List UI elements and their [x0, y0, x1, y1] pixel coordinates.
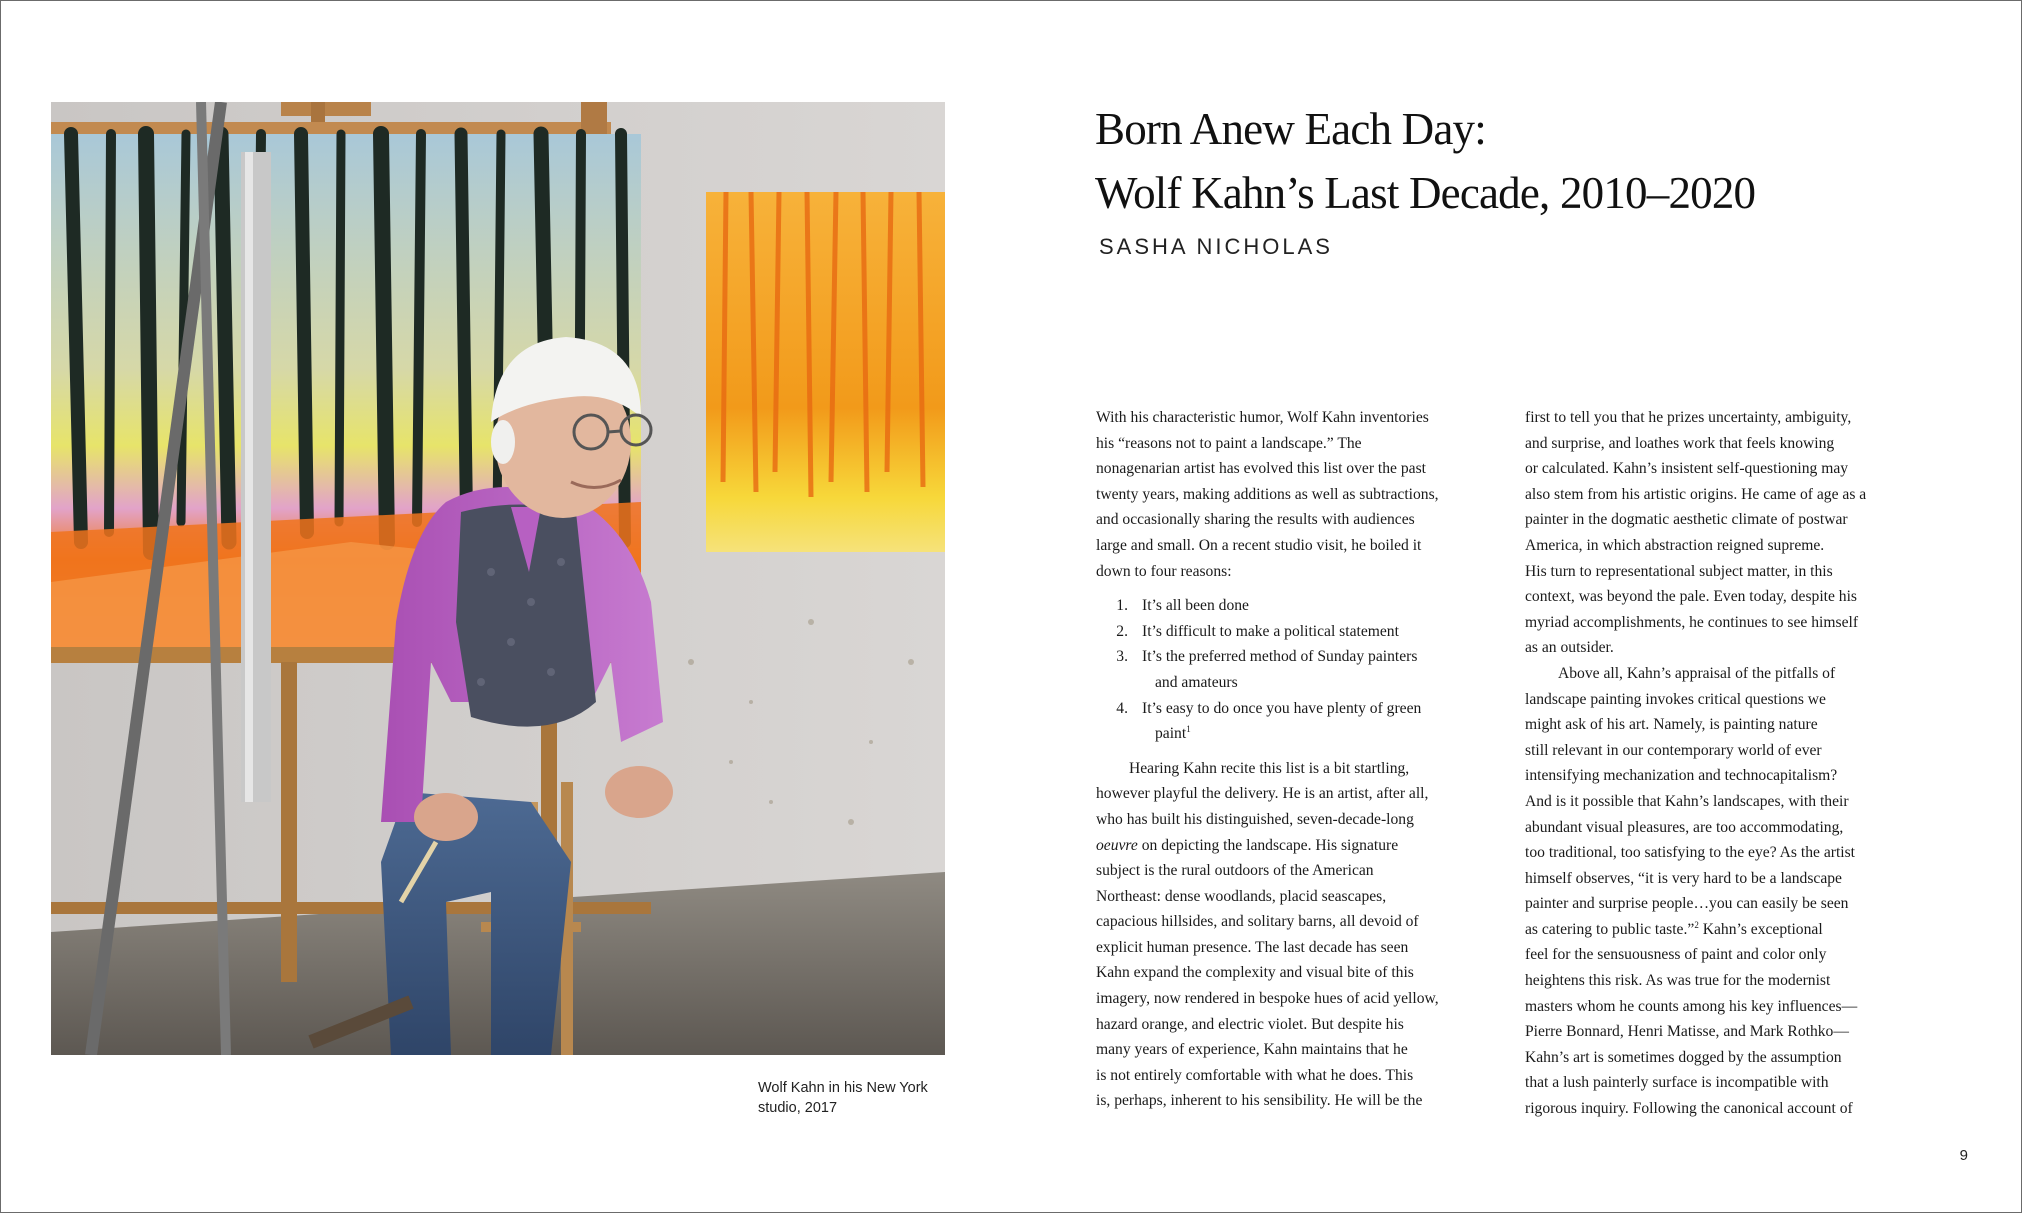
- text-line: capacious hillsides, and solitary barns, all devoid of: [1096, 913, 1419, 931]
- text-line: many years of experience, Kahn maintains that he: [1096, 1041, 1408, 1059]
- text-line: myriad accomplishments, he continues to see himself: [1525, 613, 1859, 631]
- text-line: Northeast: dense woodlands, placid seascapes,: [1096, 887, 1387, 905]
- footnote-marker: 2: [1694, 919, 1699, 930]
- text-line: Pierre Bonnard, Henri Matisse, and Mark Rothko—: [1525, 1023, 1849, 1041]
- italic-word: oeuvre: [1096, 836, 1138, 854]
- footnote-marker: 1: [1186, 724, 1191, 735]
- text-line: heightens this risk. As was true for the modernist: [1525, 972, 1831, 990]
- list-item-continuation: [1096, 721, 1501, 747]
- text-line: nonagenarian artist has evolved this list over the past: [1096, 460, 1426, 478]
- text-line: masters whom he counts among his key influences—: [1525, 997, 1858, 1015]
- text-fragment: as catering to public taste.”: [1525, 920, 1695, 938]
- list-item-continuation: and amateurs: [1155, 673, 1238, 691]
- third-paragraph: [1525, 661, 1933, 1122]
- text-line: down to four reasons:: [1096, 562, 1232, 580]
- list-item: [1096, 696, 1501, 722]
- text-line: abundant visual pleasures, are too accommodating,: [1525, 818, 1844, 836]
- list-number: 1.: [1116, 597, 1128, 615]
- text-line: that a lush painterly surface is incompatible with: [1525, 1074, 1829, 1092]
- list-number: 4.: [1116, 699, 1128, 717]
- photo-caption: [758, 1078, 958, 1118]
- text-line: explicit human presence. The last decade has seen: [1096, 938, 1409, 956]
- caption-line-2: studio, 2017: [758, 1100, 838, 1116]
- text-line: himself observes, “it is very hard to be a landscape: [1525, 869, 1842, 887]
- text-line: twenty years, making additions as well as subtractions,: [1096, 485, 1439, 503]
- text-line: and surprise, and loathes work that feels knowing: [1525, 434, 1835, 452]
- text-line: his “reasons not to paint a landscape.” The: [1096, 434, 1362, 452]
- text-line: imagery, now rendered in bespoke hues of acid yellow,: [1096, 990, 1439, 1008]
- list-text: It’s difficult to make a political statement: [1142, 622, 1399, 640]
- text-line: His turn to representational subject matter, in this: [1525, 562, 1833, 580]
- page-number: 9: [1959, 1147, 1968, 1164]
- chapter-title: [1095, 97, 1755, 225]
- text-line: too traditional, too satisfying to the eye? As the artist: [1525, 844, 1856, 862]
- list-item: [1096, 619, 1501, 645]
- text-line: who has built his distinguished, seven-decade-long: [1096, 810, 1414, 828]
- continued-paragraph: [1525, 405, 1933, 661]
- text-line: context, was beyond the pale. Even today, despite his: [1525, 588, 1857, 606]
- caption-line-1: Wolf Kahn in his New York: [758, 1080, 928, 1096]
- text-line: America, in which abstraction reigned supreme.: [1525, 536, 1825, 554]
- list-text: It’s all been done: [1142, 597, 1249, 615]
- text-line: And is it possible that Kahn’s landscapes, with their: [1525, 792, 1849, 810]
- text-line: and occasionally sharing the results with audiences: [1096, 511, 1415, 529]
- studio-photo-illustration: [51, 102, 945, 1055]
- text-line: subject is the rural outdoors of the American: [1096, 862, 1374, 880]
- title-line-1: Born Anew Each Day:: [1095, 104, 1486, 154]
- text-line: Hearing Kahn recite this list is a bit startling,: [1129, 759, 1410, 777]
- text-line: [1096, 833, 1501, 859]
- text-line: Kahn expand the complexity and visual bite of this: [1096, 964, 1414, 982]
- reasons-list: [1096, 593, 1501, 747]
- list-text: paint: [1155, 725, 1187, 743]
- text-line: painter in the dogmatic aesthetic climate of postwar: [1525, 511, 1848, 529]
- text-line: painter and surprise people…you can easily be seen: [1525, 895, 1849, 913]
- text-column-right: [1525, 405, 1933, 1122]
- text-line: Above all, Kahn’s appraisal of the pitfalls of: [1558, 664, 1836, 682]
- text-line: however playful the delivery. He is an artist, after all,: [1096, 785, 1429, 803]
- text-line: hazard orange, and electric violet. But despite his: [1096, 1015, 1404, 1033]
- text-line: large and small. On a recent studio visit, he boiled it: [1096, 536, 1422, 554]
- list-text: It’s easy to do once you have plenty of green: [1142, 699, 1422, 717]
- text-line: landscape painting invokes critical questions we: [1525, 690, 1826, 708]
- text-line: is, perhaps, inherent to his sensibility. He will be the: [1096, 1092, 1423, 1110]
- list-number: 2.: [1116, 622, 1128, 640]
- list-number: 3.: [1116, 648, 1128, 666]
- text-line: Kahn’s art is sometimes dogged by the assumption: [1525, 1048, 1842, 1066]
- text-line: as an outsider.: [1525, 639, 1614, 657]
- text-fragment: Kahn’s exceptional: [1698, 920, 1823, 938]
- intro-paragraph: [1096, 405, 1501, 584]
- text-line: still relevant in our contemporary world of ever: [1525, 741, 1822, 759]
- title-line-2: Wolf Kahn’s Last Decade, 2010–2020: [1095, 168, 1756, 218]
- text-line: is not entirely comfortable with what he does. This: [1096, 1066, 1414, 1084]
- text-line: [1525, 917, 1933, 943]
- author-name: SASHA NICHOLAS: [1099, 234, 1333, 259]
- text-line: might ask of his art. Namely, is painting nature: [1525, 716, 1818, 734]
- list-item: [1096, 644, 1501, 670]
- text-fragment: on depicting the landscape. His signature: [1137, 836, 1399, 854]
- list-item: [1096, 593, 1501, 619]
- text-line: or calculated. Kahn’s insistent self-questioning may: [1525, 460, 1849, 478]
- text-line: With his characteristic humor, Wolf Kahn inventories: [1096, 409, 1429, 426]
- text-line: intensifying mechanization and technocapitalism?: [1525, 767, 1838, 785]
- text-line: first to tell you that he prizes uncertainty, ambiguity,: [1525, 409, 1852, 426]
- second-paragraph: [1096, 756, 1501, 1114]
- text-line: feel for the sensuousness of paint and color only: [1525, 946, 1827, 964]
- text-line: rigorous inquiry. Following the canonical account of: [1525, 1100, 1853, 1118]
- text-column-left: [1096, 405, 1501, 1114]
- artist-studio-photo: [51, 102, 945, 1055]
- list-text: It’s the preferred method of Sunday painters: [1142, 648, 1418, 666]
- text-line: also stem from his artistic origins. He came of age as a: [1525, 485, 1867, 503]
